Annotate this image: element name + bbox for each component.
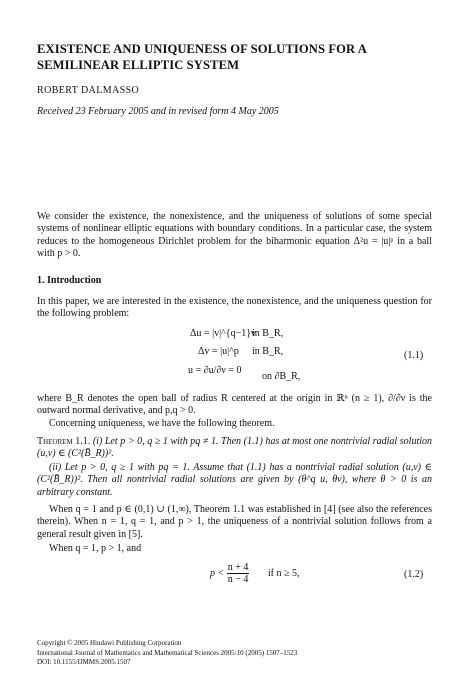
equation-1-2 <box>210 562 300 585</box>
footer-copyright: Copyright © 2005 Hindawi Publishing Corporation <box>37 639 182 647</box>
uniqueness-sentence: Concerning uniqueness, we have the following theorem. <box>49 418 275 429</box>
equation-lhs-1: Δu = |v|^{q−1}v <box>190 328 257 339</box>
intro-paragraph: In this paper, we are interested in the existence, the nonexistence, and the uniqueness question for the following problem: <box>37 296 432 320</box>
equation-domain-3: on ∂B_R, <box>262 371 301 382</box>
equation-number-1-2: (1.2) <box>404 569 424 580</box>
received-date: Received 23 February 2005 and in revised form 4 May 2005 <box>37 106 279 117</box>
equation-number-1-1: (1.1) <box>404 350 424 361</box>
equation-1-2-fraction: $\frac{n + 4}{n - 4}$ <box>227 562 249 585</box>
equation-domain-1: in B_R, <box>252 328 284 339</box>
equation-lhs-2: Δv = |u|^p <box>198 346 239 357</box>
theorem-1-1-part-ii: (ii) Let p > 0, q ≥ 1 with pq = 1. Assume that (1.1) has a nontrivial radial solution (u,v) ∈ (C²(B̄_R))². Then all nontrivial radial solutions are given by (θ^q u, θv), where θ > 0 is an arbitrary constant. <box>37 462 432 498</box>
equation-line-3 <box>188 365 241 376</box>
equation-line-2 <box>198 346 239 357</box>
theorem-label: Theorem 1.1. <box>37 436 91 447</box>
theorem-1-1-part-i: Theorem 1.1. (i) Let p > 0, q ≥ 1 with pq ≠ 1. Then (1.1) has at most one nontrivial radial solution (u,v) ∈ (C²(B̄_R))². <box>37 436 432 460</box>
equation-line-1 <box>190 328 256 339</box>
footer-journal: International Journal of Mathematics and Mathematical Sciences 2005:10 (2005) 1507–1523 <box>37 648 298 657</box>
paper-title: EXISTENCE AND UNIQUENESS OF SOLUTIONS FOR A SEMILINEAR ELLIPTIC SYSTEM <box>37 42 367 72</box>
equation-1-2-condition: if n ≥ 5, <box>267 567 300 579</box>
section-heading: 1. Introduction <box>37 275 102 286</box>
equation-1-2-lhs: p < <box>210 567 225 579</box>
condition-intro: When q = 1, p > 1, and <box>49 543 142 554</box>
footer <box>37 639 297 668</box>
equation-domain-2: in B_R, <box>252 346 284 357</box>
footer-doi: DOI: 10.1155/IJMMS.2005.1507 <box>37 658 131 667</box>
abstract: We consider the existence, the nonexistence, and the uniqueness of solutions of some special systems of nonlinear elliptic equations with boundary conditions. In a particular case, the system reduces to the homogeneous Dirichlet problem for the biharmonic equation Δ²u = |u|ᵖ in a ball with p > 0. <box>37 211 432 259</box>
history-paragraph: When q = 1 and p ∈ (0,1) ∪ (1,∞), Theorem 1.1 was established in [4] (see also the references therein). When n = 1, q = 1, and p > 1, the uniqueness of a nontrivial solution follows from a general result given in [5]. <box>37 504 432 540</box>
author-name: ROBERT DALMASSO <box>37 85 140 96</box>
definitions-paragraph: where B_R denotes the open ball of radius R centered at the origin in ℝⁿ (n ≥ 1), ∂/∂ν is the outward normal derivative, and p,q > 0. <box>37 393 432 417</box>
equation-lhs-3: u = ∂u/∂ν = 0 <box>188 365 242 376</box>
